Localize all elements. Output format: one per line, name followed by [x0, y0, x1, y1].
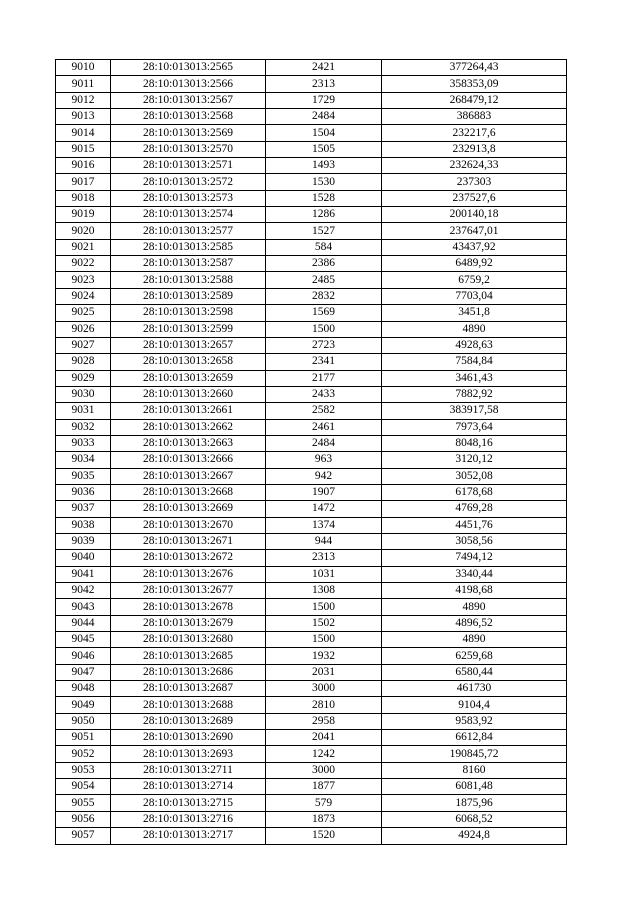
cadastral-number-cell: 28:10:013013:2572 — [111, 174, 266, 190]
value-cell: 3120,12 — [382, 452, 567, 468]
value-cell: 232217,6 — [382, 125, 567, 141]
value-cell: 1875,96 — [382, 795, 567, 811]
value-cell: 7882,92 — [382, 386, 567, 402]
area-cell: 1502 — [266, 615, 382, 631]
cadastral-number-cell: 28:10:013013:2715 — [111, 795, 266, 811]
table-row — [56, 354, 567, 370]
row-number-cell: 9022 — [56, 256, 111, 272]
table-row — [56, 337, 567, 353]
area-cell: 3000 — [266, 681, 382, 697]
area-cell: 1530 — [266, 174, 382, 190]
value-cell: 3052,08 — [382, 468, 567, 484]
cadastral-number-cell: 28:10:013013:2693 — [111, 746, 266, 762]
value-cell: 8048,16 — [382, 435, 567, 451]
value-cell: 232624,33 — [382, 158, 567, 174]
cadastral-number-cell: 28:10:013013:2658 — [111, 354, 266, 370]
row-number-cell: 9017 — [56, 174, 111, 190]
cadastral-number-cell: 28:10:013013:2716 — [111, 811, 266, 827]
cadastral-number-cell: 28:10:013013:2568 — [111, 109, 266, 125]
table-row — [56, 109, 567, 125]
table-row — [56, 664, 567, 680]
row-number-cell: 9042 — [56, 583, 111, 599]
value-cell: 190845,72 — [382, 746, 567, 762]
area-cell: 1286 — [266, 207, 382, 223]
table-row — [56, 730, 567, 746]
row-number-cell: 9030 — [56, 386, 111, 402]
row-number-cell: 9025 — [56, 305, 111, 321]
area-cell: 1877 — [266, 779, 382, 795]
row-number-cell: 9056 — [56, 811, 111, 827]
table-row — [56, 697, 567, 713]
row-number-cell: 9029 — [56, 370, 111, 386]
area-cell: 2313 — [266, 550, 382, 566]
cadastral-number-cell: 28:10:013013:2571 — [111, 158, 266, 174]
table-row — [56, 190, 567, 206]
area-cell: 584 — [266, 239, 382, 255]
area-cell: 2386 — [266, 256, 382, 272]
row-number-cell: 9021 — [56, 239, 111, 255]
value-cell: 4896,52 — [382, 615, 567, 631]
table-row — [56, 517, 567, 533]
area-cell: 2313 — [266, 76, 382, 92]
cadastral-number-cell: 28:10:013013:2661 — [111, 403, 266, 419]
table-row — [56, 746, 567, 762]
area-cell: 2723 — [266, 337, 382, 353]
cadastral-number-cell: 28:10:013013:2599 — [111, 321, 266, 337]
area-cell: 1308 — [266, 583, 382, 599]
cadastral-number-cell: 28:10:013013:2662 — [111, 419, 266, 435]
row-number-cell: 9045 — [56, 632, 111, 648]
area-cell: 942 — [266, 468, 382, 484]
cadastral-number-cell: 28:10:013013:2671 — [111, 533, 266, 549]
table-row — [56, 762, 567, 778]
table-row — [56, 615, 567, 631]
value-cell: 7494,12 — [382, 550, 567, 566]
area-cell: 1527 — [266, 223, 382, 239]
row-number-cell: 9036 — [56, 484, 111, 500]
table-row — [56, 141, 567, 157]
value-cell: 268479,12 — [382, 92, 567, 108]
row-number-cell: 9043 — [56, 599, 111, 615]
value-cell: 9583,92 — [382, 713, 567, 729]
table-row — [56, 239, 567, 255]
area-cell: 1500 — [266, 599, 382, 615]
row-number-cell: 9026 — [56, 321, 111, 337]
row-number-cell: 9020 — [56, 223, 111, 239]
value-cell: 232913,8 — [382, 141, 567, 157]
document-table-container — [55, 59, 566, 845]
cadastral-number-cell: 28:10:013013:2666 — [111, 452, 266, 468]
row-number-cell: 9013 — [56, 109, 111, 125]
area-cell: 2433 — [266, 386, 382, 402]
table-row — [56, 256, 567, 272]
row-number-cell: 9044 — [56, 615, 111, 631]
value-cell: 358353,09 — [382, 76, 567, 92]
row-number-cell: 9023 — [56, 272, 111, 288]
cadastral-number-cell: 28:10:013013:2669 — [111, 501, 266, 517]
cadastral-number-cell: 28:10:013013:2585 — [111, 239, 266, 255]
table-row — [56, 370, 567, 386]
table-row — [56, 713, 567, 729]
value-cell: 6489,92 — [382, 256, 567, 272]
value-cell: 3461,43 — [382, 370, 567, 386]
table-row — [56, 468, 567, 484]
row-number-cell: 9052 — [56, 746, 111, 762]
cadastral-number-cell: 28:10:013013:2657 — [111, 337, 266, 353]
cadastral-number-cell: 28:10:013013:2660 — [111, 386, 266, 402]
row-number-cell: 9038 — [56, 517, 111, 533]
value-cell: 3340,44 — [382, 566, 567, 582]
value-cell: 4890 — [382, 599, 567, 615]
area-cell: 2031 — [266, 664, 382, 680]
table-row — [56, 76, 567, 92]
row-number-cell: 9051 — [56, 730, 111, 746]
cadastral-number-cell: 28:10:013013:2577 — [111, 223, 266, 239]
row-number-cell: 9016 — [56, 158, 111, 174]
value-cell: 7584,84 — [382, 354, 567, 370]
table-row — [56, 452, 567, 468]
area-cell: 2958 — [266, 713, 382, 729]
value-cell: 4198,68 — [382, 583, 567, 599]
cadastral-number-cell: 28:10:013013:2589 — [111, 288, 266, 304]
cadastral-number-cell: 28:10:013013:2588 — [111, 272, 266, 288]
area-cell: 944 — [266, 533, 382, 549]
area-cell: 2041 — [266, 730, 382, 746]
cadastral-number-cell: 28:10:013013:2714 — [111, 779, 266, 795]
cadastral-number-cell: 28:10:013013:2567 — [111, 92, 266, 108]
area-cell: 1729 — [266, 92, 382, 108]
area-cell: 1031 — [266, 566, 382, 582]
area-cell: 1569 — [266, 305, 382, 321]
cadastral-number-cell: 28:10:013013:2659 — [111, 370, 266, 386]
table-row — [56, 158, 567, 174]
table-row — [56, 288, 567, 304]
row-number-cell: 9014 — [56, 125, 111, 141]
value-cell: 6612,84 — [382, 730, 567, 746]
table-row — [56, 207, 567, 223]
area-cell: 963 — [266, 452, 382, 468]
cadastral-number-cell: 28:10:013013:2598 — [111, 305, 266, 321]
cadastral-number-cell: 28:10:013013:2570 — [111, 141, 266, 157]
row-number-cell: 9035 — [56, 468, 111, 484]
value-cell: 237303 — [382, 174, 567, 190]
table-row — [56, 501, 567, 517]
row-number-cell: 9031 — [56, 403, 111, 419]
area-cell: 579 — [266, 795, 382, 811]
cadastral-number-cell: 28:10:013013:2677 — [111, 583, 266, 599]
value-cell: 6178,68 — [382, 484, 567, 500]
value-cell: 461730 — [382, 681, 567, 697]
area-cell: 2582 — [266, 403, 382, 419]
cadastral-number-cell: 28:10:013013:2711 — [111, 762, 266, 778]
area-cell: 1500 — [266, 632, 382, 648]
table-row — [56, 599, 567, 615]
table-row — [56, 779, 567, 795]
table-row — [56, 386, 567, 402]
table-row — [56, 828, 567, 844]
table-row — [56, 811, 567, 827]
cadastral-number-cell: 28:10:013013:2663 — [111, 435, 266, 451]
table-row — [56, 435, 567, 451]
row-number-cell: 9057 — [56, 828, 111, 844]
area-cell: 1528 — [266, 190, 382, 206]
cadastral-number-cell: 28:10:013013:2678 — [111, 599, 266, 615]
row-number-cell: 9011 — [56, 76, 111, 92]
row-number-cell: 9027 — [56, 337, 111, 353]
area-cell: 2341 — [266, 354, 382, 370]
value-cell: 4928,63 — [382, 337, 567, 353]
value-cell: 9104,4 — [382, 697, 567, 713]
row-number-cell: 9039 — [56, 533, 111, 549]
value-cell: 237647,01 — [382, 223, 567, 239]
area-cell: 1504 — [266, 125, 382, 141]
cadastral-number-cell: 28:10:013013:2687 — [111, 681, 266, 697]
cadastral-number-cell: 28:10:013013:2670 — [111, 517, 266, 533]
cadastral-number-cell: 28:10:013013:2574 — [111, 207, 266, 223]
row-number-cell: 9028 — [56, 354, 111, 370]
table-row — [56, 125, 567, 141]
row-number-cell: 9041 — [56, 566, 111, 582]
value-cell: 4890 — [382, 632, 567, 648]
area-cell: 1242 — [266, 746, 382, 762]
row-number-cell: 9034 — [56, 452, 111, 468]
land-parcel-table — [55, 59, 567, 845]
value-cell: 237527,6 — [382, 190, 567, 206]
value-cell: 4451,76 — [382, 517, 567, 533]
cadastral-number-cell: 28:10:013013:2717 — [111, 828, 266, 844]
table-row — [56, 174, 567, 190]
row-number-cell: 9053 — [56, 762, 111, 778]
row-number-cell: 9054 — [56, 779, 111, 795]
cadastral-number-cell: 28:10:013013:2690 — [111, 730, 266, 746]
value-cell: 4890 — [382, 321, 567, 337]
value-cell: 6068,52 — [382, 811, 567, 827]
value-cell: 4924,8 — [382, 828, 567, 844]
cadastral-number-cell: 28:10:013013:2573 — [111, 190, 266, 206]
cadastral-number-cell: 28:10:013013:2689 — [111, 713, 266, 729]
area-cell: 2484 — [266, 435, 382, 451]
table-row — [56, 321, 567, 337]
table-row — [56, 550, 567, 566]
table-body — [56, 60, 567, 845]
cadastral-number-cell: 28:10:013013:2569 — [111, 125, 266, 141]
row-number-cell: 9040 — [56, 550, 111, 566]
table-row — [56, 566, 567, 582]
area-cell: 1472 — [266, 501, 382, 517]
value-cell: 386883 — [382, 109, 567, 125]
row-number-cell: 9047 — [56, 664, 111, 680]
cadastral-number-cell: 28:10:013013:2685 — [111, 648, 266, 664]
table-row — [56, 484, 567, 500]
value-cell: 6259,68 — [382, 648, 567, 664]
value-cell: 6081,48 — [382, 779, 567, 795]
table-row — [56, 632, 567, 648]
value-cell: 3451,8 — [382, 305, 567, 321]
area-cell: 2421 — [266, 60, 382, 76]
table-row — [56, 648, 567, 664]
area-cell: 1873 — [266, 811, 382, 827]
cadastral-number-cell: 28:10:013013:2667 — [111, 468, 266, 484]
value-cell: 383917,58 — [382, 403, 567, 419]
area-cell: 2177 — [266, 370, 382, 386]
area-cell: 1907 — [266, 484, 382, 500]
area-cell: 2810 — [266, 697, 382, 713]
row-number-cell: 9037 — [56, 501, 111, 517]
row-number-cell: 9018 — [56, 190, 111, 206]
table-row — [56, 92, 567, 108]
row-number-cell: 9055 — [56, 795, 111, 811]
table-row — [56, 223, 567, 239]
table-row — [56, 583, 567, 599]
cadastral-number-cell: 28:10:013013:2688 — [111, 697, 266, 713]
value-cell: 200140,18 — [382, 207, 567, 223]
table-row — [56, 533, 567, 549]
table-row — [56, 795, 567, 811]
area-cell: 3000 — [266, 762, 382, 778]
cadastral-number-cell: 28:10:013013:2565 — [111, 60, 266, 76]
row-number-cell: 9033 — [56, 435, 111, 451]
area-cell: 1500 — [266, 321, 382, 337]
area-cell: 2485 — [266, 272, 382, 288]
row-number-cell: 9019 — [56, 207, 111, 223]
area-cell: 1493 — [266, 158, 382, 174]
table-row — [56, 60, 567, 76]
table-row — [56, 272, 567, 288]
area-cell: 1374 — [266, 517, 382, 533]
area-cell: 2832 — [266, 288, 382, 304]
value-cell: 8160 — [382, 762, 567, 778]
table-row — [56, 419, 567, 435]
cadastral-number-cell: 28:10:013013:2566 — [111, 76, 266, 92]
value-cell: 377264,43 — [382, 60, 567, 76]
row-number-cell: 9024 — [56, 288, 111, 304]
value-cell: 7973,64 — [382, 419, 567, 435]
table-row — [56, 305, 567, 321]
cadastral-number-cell: 28:10:013013:2587 — [111, 256, 266, 272]
cadastral-number-cell: 28:10:013013:2676 — [111, 566, 266, 582]
row-number-cell: 9032 — [56, 419, 111, 435]
cadastral-number-cell: 28:10:013013:2672 — [111, 550, 266, 566]
row-number-cell: 9012 — [56, 92, 111, 108]
row-number-cell: 9050 — [56, 713, 111, 729]
area-cell: 2484 — [266, 109, 382, 125]
area-cell: 2461 — [266, 419, 382, 435]
value-cell: 43437,92 — [382, 239, 567, 255]
row-number-cell: 9015 — [56, 141, 111, 157]
row-number-cell: 9048 — [56, 681, 111, 697]
area-cell: 1932 — [266, 648, 382, 664]
area-cell: 1520 — [266, 828, 382, 844]
cadastral-number-cell: 28:10:013013:2668 — [111, 484, 266, 500]
cadastral-number-cell: 28:10:013013:2686 — [111, 664, 266, 680]
value-cell: 4769,28 — [382, 501, 567, 517]
row-number-cell: 9046 — [56, 648, 111, 664]
row-number-cell: 9049 — [56, 697, 111, 713]
table-row — [56, 681, 567, 697]
value-cell: 6759,2 — [382, 272, 567, 288]
value-cell: 3058,56 — [382, 533, 567, 549]
value-cell: 7703,04 — [382, 288, 567, 304]
value-cell: 6580,44 — [382, 664, 567, 680]
area-cell: 1505 — [266, 141, 382, 157]
cadastral-number-cell: 28:10:013013:2679 — [111, 615, 266, 631]
cadastral-number-cell: 28:10:013013:2680 — [111, 632, 266, 648]
row-number-cell: 9010 — [56, 60, 111, 76]
table-row — [56, 403, 567, 419]
